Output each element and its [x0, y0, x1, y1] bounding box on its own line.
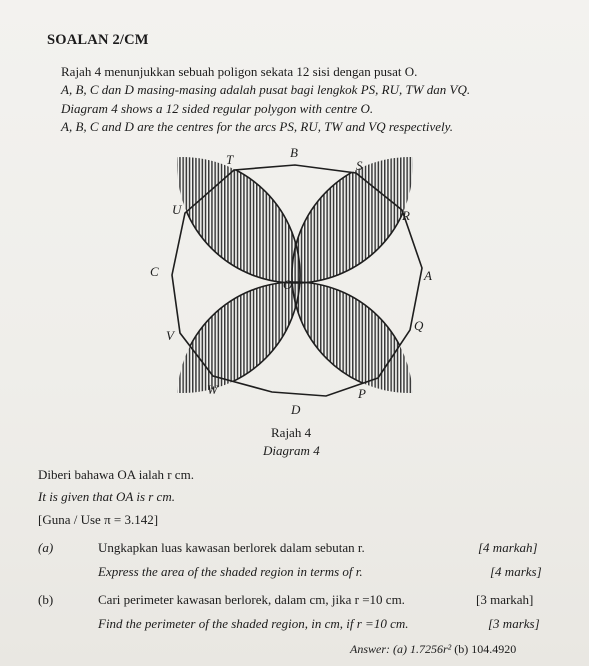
given-ms: Diberi bahawa OA ialah r cm.: [38, 467, 194, 482]
intro-ms-line-2: A, B, C dan D masing-masing adalah pusat bagi lengkok PS, RU, TW dan VQ.: [61, 82, 471, 97]
label-R: R: [402, 208, 410, 223]
question-code: SOALAN 2/CM: [47, 32, 149, 48]
question-b-marks-ms: [3 markah]: [476, 592, 534, 607]
question-a-ms: Ungkapkan luas kawasan berlorek dalam sebutan r.: [98, 540, 365, 555]
label-P: P: [358, 386, 366, 401]
polygon-diagram: [140, 135, 460, 425]
label-W: W: [207, 382, 218, 397]
question-b-ms: Cari perimeter kawasan berlorek, dalam cm, jika r =10 cm.: [98, 592, 405, 607]
label-V: V: [166, 328, 174, 343]
answer-line: [350, 642, 516, 657]
caption-en: Diagram 4: [263, 443, 320, 458]
label-U: U: [172, 202, 182, 217]
intro-ms-line-1: Rajah 4 menunjukkan sebuah poligon sekata 12 sisi dengan pusat O.: [61, 64, 418, 79]
label-B: B: [290, 145, 298, 160]
label-O: O: [283, 277, 293, 292]
label-D: D: [291, 402, 301, 417]
question-a-marks-en: [4 marks]: [490, 564, 542, 579]
answer-a: (a) 1.7256r²: [393, 642, 452, 656]
question-a-en: Express the area of the shaded region in terms of r.: [98, 564, 363, 579]
question-a-label: (a): [38, 540, 54, 555]
question-b-label: (b): [38, 592, 54, 607]
label-S: S: [356, 158, 363, 173]
intro-en-line-1: Diagram 4 shows a 12 sided regular polygon with centre O.: [61, 101, 374, 116]
answer-b: (b) 104.4920: [454, 642, 517, 656]
label-A: A: [424, 268, 432, 283]
label-Q: Q: [414, 318, 424, 333]
caption-ms: Rajah 4: [271, 425, 312, 440]
question-a-marks-ms: [4 markah]: [478, 540, 538, 555]
intro-en-line-2: A, B, C and D are the centres for the arcs PS, RU, TW and VQ respectively.: [61, 119, 453, 134]
question-b-en: Find the perimeter of the shaded region, in cm, if r =10 cm.: [98, 616, 409, 631]
answer-label: Answer:: [350, 642, 390, 656]
label-T: T: [226, 152, 234, 167]
given-en: It is given that OA is r cm.: [38, 489, 175, 504]
pi-note: [Guna / Use π = 3.142]: [38, 512, 159, 527]
question-b-marks-en: [3 marks]: [488, 616, 540, 631]
label-C: C: [150, 264, 159, 279]
